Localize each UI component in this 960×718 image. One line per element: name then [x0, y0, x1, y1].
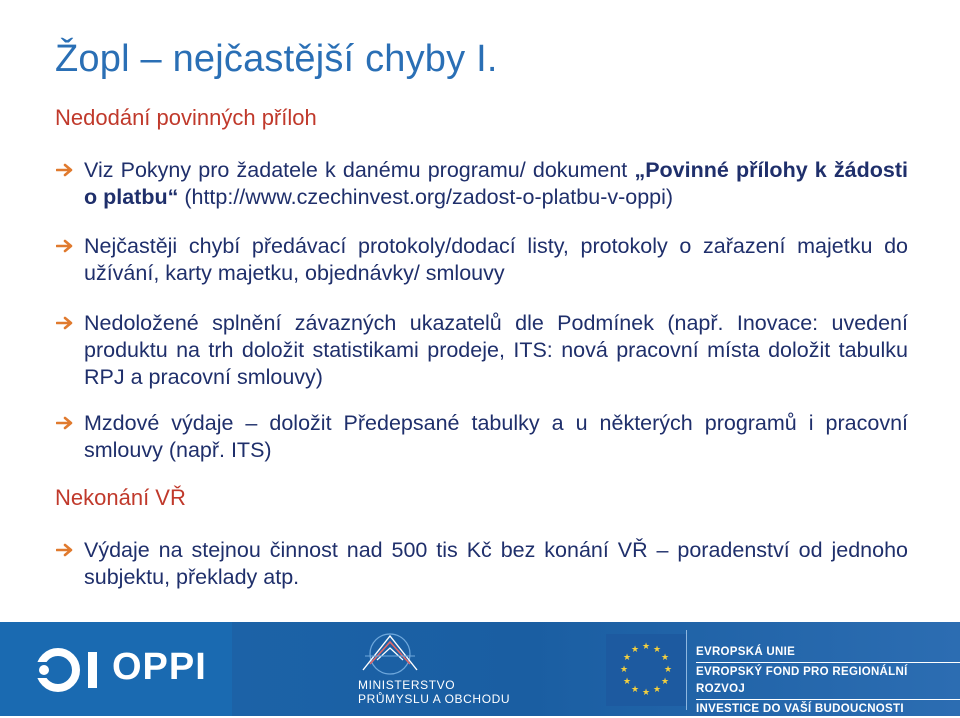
bullet-item — [56, 537, 908, 591]
footer-banner — [0, 622, 960, 716]
svg-text:★: ★ — [630, 685, 640, 695]
svg-text:★: ★ — [652, 645, 662, 655]
ministry-emblem-icon — [355, 630, 425, 678]
oppi-wordmark: OPPI — [112, 646, 207, 688]
svg-text:★: ★ — [641, 688, 651, 698]
svg-text:★: ★ — [660, 677, 670, 687]
bullet-text: Mzdové výdaje – doložit Předepsané tabulky a u některých programů i pracovní smlouvy (např. ITS) — [84, 411, 908, 462]
bullet-text: Viz Pokyny pro žadatele k danému programu/ dokument „Povinné přílohy k žádosti o platbu“ (http://www.czechinvest.org/zadost-o-platbu-v-oppi) — [84, 158, 908, 209]
oppi-logo-icon — [36, 648, 106, 692]
svg-text:★: ★ — [619, 665, 629, 675]
bullet-item — [56, 410, 908, 464]
arrow-right-icon — [56, 239, 74, 253]
eu-funding-text: EVROPSKÁ UNIE EVROPSKÝ FOND PRO REGIONÁLNÍ ROZVOJ INVESTICE DO VAŠÍ BUDOUCNOSTI — [696, 644, 960, 718]
svg-text:★: ★ — [622, 653, 632, 663]
bullet-item — [56, 310, 908, 391]
bullet-text: Nedoložené splnění závazných ukazatelů dle Podmínek (např. Inovace: uvedení produktu na trh doložit statistikami prodeje, ITS: nová pracovní místa doložit tabulku RPJ a pracovní smlouvy) — [84, 311, 908, 389]
section-heading-tender: Nekonání VŘ — [55, 485, 186, 510]
eu-flag-icon — [606, 634, 686, 706]
arrow-right-icon — [56, 543, 74, 557]
bullet-text: Výdaje na stejnou činnost nad 500 tis Kč bez konání VŘ – poradenství od jednoho subjektu, překlady atp. — [84, 538, 908, 589]
svg-text:★: ★ — [641, 642, 651, 652]
arrow-right-icon — [56, 416, 74, 430]
svg-text:★: ★ — [652, 685, 662, 695]
svg-text:★: ★ — [622, 677, 632, 687]
svg-text:★: ★ — [630, 645, 640, 655]
bullet-item — [56, 157, 908, 211]
slide-title: Žopl – nejčastější chyby I. — [55, 38, 498, 80]
svg-text:★: ★ — [660, 653, 670, 663]
bullet-text: Nejčastěji chybí předávací protokoly/dodací listy, protokoly o zařazení majetku do užívání, karty majetku, objednávky/ smlouvy — [84, 234, 908, 285]
footer-divider — [686, 630, 687, 710]
ministry-name: MINISTERSTVO PRŮMYSLU A OBCHODU — [358, 678, 511, 706]
svg-text:★: ★ — [663, 665, 673, 675]
arrow-right-icon — [56, 163, 74, 177]
arrow-right-icon — [56, 316, 74, 330]
section-heading-attachments: Nedodání povinných příloh — [55, 105, 317, 130]
bullet-item — [56, 233, 908, 287]
